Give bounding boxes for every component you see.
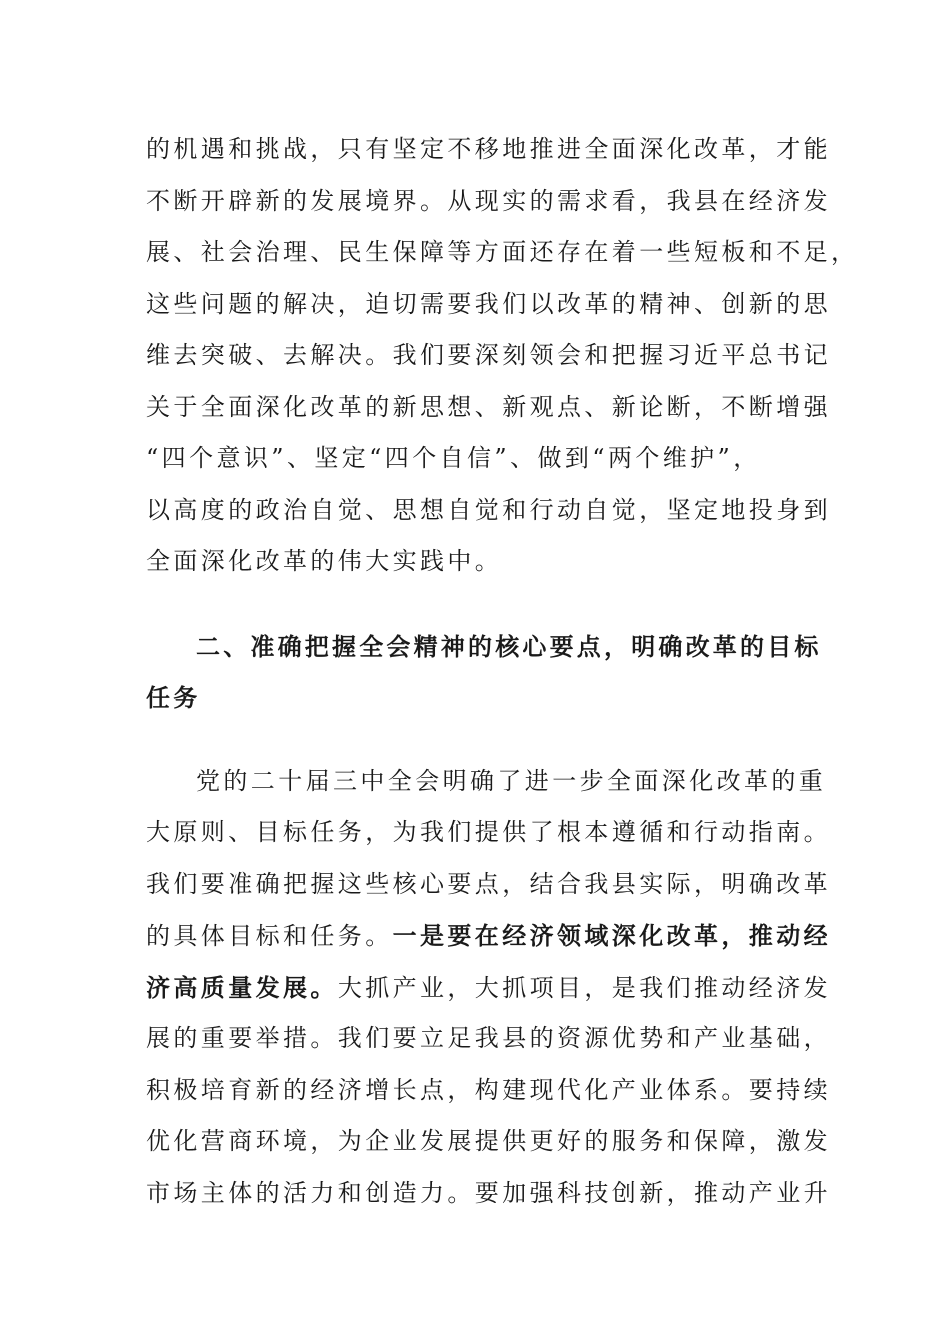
plain-text: 大抓产业，大抓项目，是我们推动经济发 xyxy=(337,973,832,1002)
text-line: 党的二十届三中全会明确了进一步全面深化改革的重 xyxy=(196,766,827,795)
paragraph-1 xyxy=(146,124,859,588)
heading-line: 任务 xyxy=(146,683,201,712)
paragraph-spacer xyxy=(146,588,806,621)
text-line: 全面深化改革的伟大实践中。 xyxy=(146,547,503,575)
paragraph-2 xyxy=(146,756,832,1220)
text-line: 维去突破、去解决。我们要深刻领会和把握习近平总书记 xyxy=(146,341,831,369)
text-line: 关于全面深化改革的新思想、新观点、新论断，不断增强 xyxy=(146,392,831,421)
text-line: 展、社会治理、民生保障等方面还存在着一些短板和不足， xyxy=(146,238,859,266)
text-line: 积极培育新的经济增长点，构建现代化产业体系。要持续 xyxy=(146,1075,831,1104)
text-line: 展的重要举措。我们要立足我县的资源优势和产业基础， xyxy=(146,1024,831,1052)
text-line: 大原则、目标任务，为我们提供了根本遵循和行动指南。 xyxy=(146,818,831,846)
bold-emphasis-text: 一是要在经济领域深化改革，推动经 xyxy=(392,921,832,950)
plain-text: 的具体目标和任务。 xyxy=(146,922,393,950)
section-heading-2 xyxy=(146,621,822,724)
text-line: 市场主体的活力和创造力。要加强科技创新，推动产业升 xyxy=(146,1178,831,1207)
text-line xyxy=(146,962,832,1014)
document-page xyxy=(146,124,859,1219)
text-line: 优化营商环境，为企业发展提供更好的服务和保障，激发 xyxy=(146,1127,831,1155)
text-line: 不断开辟新的发展境界。从现实的需求看，我县在经济发 xyxy=(146,186,831,215)
bold-emphasis-text: 济高质量发展。 xyxy=(146,972,338,1002)
text-line xyxy=(146,910,832,962)
text-line: “四个意识”、坚定“四个自信”、做到“两个维护”， xyxy=(146,444,761,472)
text-line: 以高度的政治自觉、思想自觉和行动自觉，坚定地投身到 xyxy=(146,495,831,524)
heading-line: 二、准确把握全会精神的核心要点，明确改革的目标 xyxy=(196,631,822,661)
text-line: 的机遇和挑战，只有坚定不移地推进全面深化改革，才能 xyxy=(146,135,831,163)
text-line: 这些问题的解决，迫切需要我们以改革的精神、创新的思 xyxy=(146,289,831,318)
text-line: 我们要准确把握这些核心要点，结合我县实际，明确改革 xyxy=(146,869,831,898)
paragraph-spacer xyxy=(146,724,806,756)
